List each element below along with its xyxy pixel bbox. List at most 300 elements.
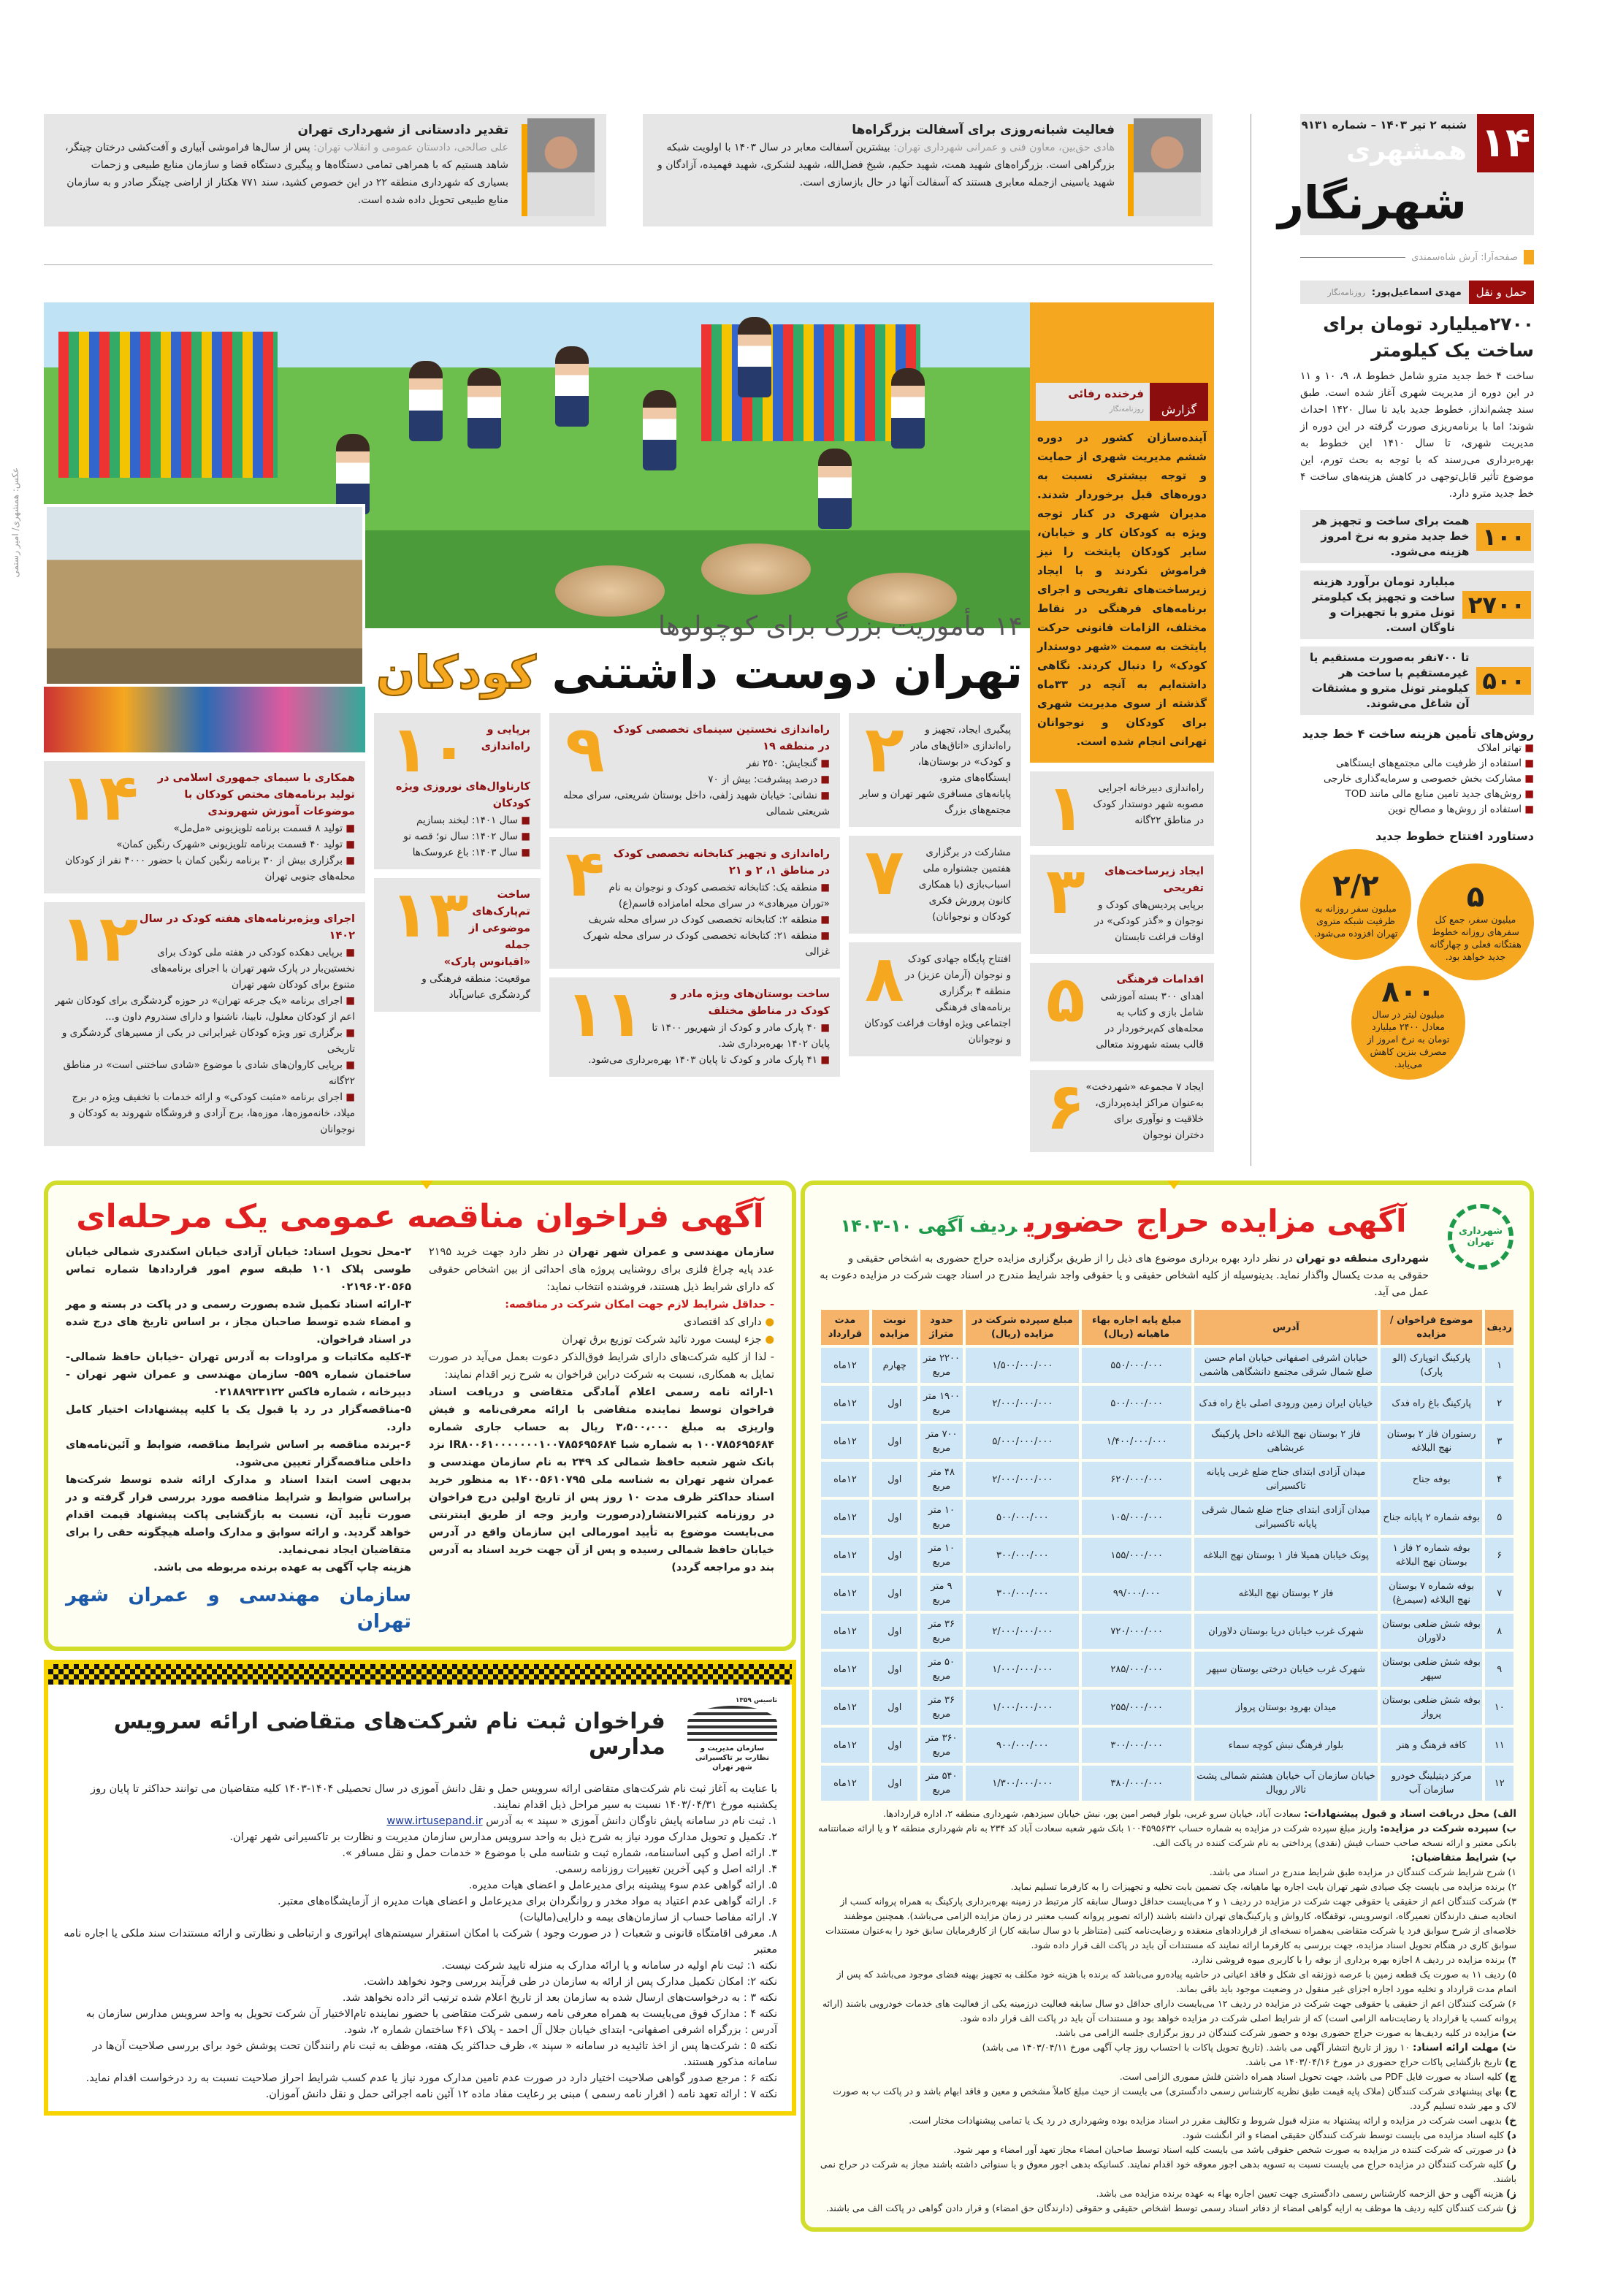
ad-ref: ردیف آگهی ۱۰-۱۴۰۳ — [840, 1216, 1018, 1236]
table-cell: اول — [872, 1386, 917, 1421]
stat-list — [1300, 510, 1534, 715]
layout-credit-text: صفحه‌آرا: آرش شاه‌سمندی — [1411, 251, 1518, 263]
table-cell: ۱ — [1485, 1348, 1514, 1383]
table-cell: میدان بهرود بوستان پرواز — [1194, 1690, 1378, 1725]
table-cell: میدان آزادی ابتدای جناح ضلع شمال شرقی پایانه تاکسیرانی — [1194, 1500, 1378, 1535]
table-cell: ۳۰۰/۰۰۰/۰۰۰ — [1082, 1728, 1191, 1763]
table-cell: ۲ — [1485, 1386, 1514, 1421]
stat-number: ۵۰۰ — [1476, 667, 1531, 695]
mission-column — [374, 713, 541, 1012]
section-bar — [1300, 281, 1534, 304]
municipality-seal-icon: شهرداری تهران — [1448, 1204, 1514, 1270]
mission-item: ■ سال ۱۴۰۱: لبخند بسازیم — [384, 812, 530, 828]
table-cell: ۵۰ متر مربع — [920, 1652, 963, 1687]
table-cell: ۴ — [1485, 1462, 1514, 1497]
headline — [376, 646, 1023, 700]
term-label: الف) محل دریافت اسناد و قبول پیشنهادات: — [1304, 1808, 1516, 1820]
mission-item: ■ منطقه یک: کتابخانه تخصصی کودک و نوجوان به نام «توران میرهادی» در سرای محله امامزاده قاسم(ع) — [560, 880, 830, 912]
table-cell: ۱/۵۰۰/۰۰۰/۰۰۰ — [966, 1348, 1079, 1383]
mission-body: مشارکت در برگزاری هفتمین جشنواره ملی اسباب‌بازی (با همکاری کانون پرورش فکری کودکان و نوجوانان) — [918, 847, 1011, 923]
portrait-photo — [1128, 124, 1198, 216]
table-cell: مرکز دیتیلینگ خودرو سازمان آب — [1381, 1766, 1483, 1801]
mission-number: ۸ — [865, 942, 904, 1016]
paper-name: همشهری — [1346, 136, 1467, 166]
section-logo: شهرنگار — [1278, 176, 1467, 229]
table-cell: ۶ — [1485, 1538, 1514, 1573]
table-row — [821, 1766, 1514, 1801]
table-cell: ۱۹۰۰ متر مربع — [920, 1386, 963, 1421]
portrait-photo — [522, 124, 592, 216]
table-cell: ۵/۰۰۰/۰۰۰/۰۰۰ — [966, 1424, 1079, 1459]
mission-box-7 — [849, 836, 1021, 934]
mission-items — [384, 812, 530, 861]
ad-step: نکته ۵ : شرکت‌ها پس از اخذ تائیدیه در سامانه « سپند »، ظرف حداکثر یک هفته، موظف به ثبت نام رانندگان تحت پوشش خود برای بررسی صلاحیت آن‌ها در سامانه مذکور هستند. — [92, 2040, 777, 2068]
mission-title: ساخت تم‌پارک‌های موضوعی از جمله «اقیانوس پارک» — [443, 889, 530, 968]
mission-item: ■ گنجایش: ۲۵۰ نفر — [560, 755, 830, 771]
funding-item: ■ تهاتر املاک — [1300, 741, 1534, 756]
table-cell: ۱۲ماه — [821, 1424, 869, 1459]
headline-accent: کودکان — [375, 646, 536, 699]
table-cell: اول — [872, 1462, 917, 1497]
mission-box-8 — [849, 942, 1021, 1056]
ad-step: ۷. ارائه مفاصا حساب از سازمان‌های بیمه و دارایی(مالیات) — [519, 1912, 777, 1923]
table-cell: ۲۸۵/۰۰۰/۰۰۰ — [1082, 1652, 1191, 1687]
ad-step: نکته ۶ : مرجع صدور گواهی صلاحیت اختیار دارد در صورت عدم تامین مدارک مورد نیاز یا عدم کسب شرایط احراز صلاحیت نسبت به رد درخواست اقدام نماید. — [85, 2072, 777, 2084]
table-row — [821, 1728, 1514, 1763]
table-row — [821, 1538, 1514, 1573]
ad-org: سازمان مهندسی و عمران شهر تهران — [568, 1246, 774, 1258]
mission-column — [44, 761, 365, 1146]
mission-title: اقدامات فرهنگی — [1116, 974, 1204, 985]
table-row — [821, 1424, 1514, 1459]
ad-item: ۲-محل تحویل اسناد: خیابان آزادی خیابان اسکندری شمالی خیابان طوسی پلاک ۱۰۱ طبقه سوم امور قراردادها شماره تماس ۰۲۱۹۶۰۲۰۵۶۵ — [66, 1246, 412, 1293]
term-text: تاریخ بازگشایی پاکات حراج حضوری در مورخ ۱۴۰۳/۰۴/۱۶ می باشد. — [1245, 2056, 1505, 2067]
registration-link[interactable]: www.irtusepand.ir — [386, 1815, 483, 1827]
table-cell: بوفه شماره ۲ پایانه جناح — [1381, 1500, 1483, 1535]
column-header: حدود متراژ — [920, 1310, 963, 1345]
founded: تاسیس ۱۳۵۹ — [735, 1697, 777, 1704]
ad-note: بدیهی است ابتدا اسناد و مدارک ارائه شده توسط شرکت‌ها براساس ضوابط و شرایط مناقصه مورد بررسی قرار گرفته و در صورت تأیید آن، نسبت به بازگشایی پاکت پیشنهاد قیمت اقدام خواهد گردید. و ارائه سوابق و مدارک واصله هیچگونه حقی را برای متقاضیان ایجاد نمی‌نماید. — [66, 1474, 411, 1556]
page-number: ۱۴ — [1477, 114, 1534, 172]
mission-number: ۱۱ — [565, 977, 644, 1051]
stat-circle — [1300, 849, 1411, 960]
mission-column — [849, 713, 1021, 1056]
table-cell: ۳۸۰/۰۰۰/۰۰۰ — [1082, 1766, 1191, 1801]
table-cell: ۱۲ماه — [821, 1652, 869, 1687]
column-header: مبلغ پایه اجاره بهاء ماهیانه (ریال) — [1082, 1310, 1191, 1345]
table-cell: ۱۲ماه — [821, 1614, 869, 1649]
term-label: ذ) — [1506, 2144, 1516, 2156]
table-cell: ۱۲ماه — [821, 1538, 869, 1573]
table-cell: اول — [872, 1652, 917, 1687]
term — [818, 2157, 1516, 2186]
ad-cost: هزینه چاپ آگهی به عهده برنده مربوطه می باشد. — [153, 1562, 411, 1574]
table-cell: ۹۹/۰۰۰/۰۰۰ — [1082, 1576, 1191, 1611]
mission-box-5 — [1030, 963, 1214, 1061]
mission-item: ■ سال ۱۴۰۲: سال نو؛ قصه نو — [384, 828, 530, 844]
term — [818, 2143, 1516, 2157]
table-cell: ۳۶ متر مربع — [920, 1690, 963, 1725]
table-cell: ۹ — [1485, 1652, 1514, 1687]
layout-credit — [1300, 250, 1534, 264]
ad-org: شهرداری منطقه دو تهران — [1296, 1253, 1429, 1265]
mission-item: ■ منطقه ۲: کتابخانه تخصصی کودک در سرای محله شریف — [560, 912, 830, 928]
table-cell: ۱/۰۰۰/۰۰۰/۰۰۰ — [966, 1652, 1079, 1687]
circle-number: ۵ — [1466, 880, 1485, 914]
term — [818, 1967, 1516, 1996]
mission-item: ■ منطقه ۲۱: کتابخانه تخصصی کودک در سرای محله شهرک غزالی — [560, 928, 830, 960]
term-text: ۲) برنده مزایده می بایست چک صیادی شهر تهران بابت اجاره بها ماهیانه، چک تضمین بابت تخلیه و تجهیزات را به کارفرما تسلیم نماید. — [1010, 1881, 1516, 1892]
mission-body: پیگیری ایجاد، تجهیز و راه‌اندازی «اتاق‌های مادر و کودک» در بوستان‌ها، ایستگاه‌های مترو، پایانه‌های مسافری شهر تهران و سایر مجتمع‌های بزرگ — [859, 724, 1011, 816]
pavilion-photo — [44, 504, 365, 687]
table-cell: ۹ متر مربع — [920, 1576, 963, 1611]
table-cell: ۱/۳۰۰/۰۰۰/۰۰۰ — [966, 1766, 1079, 1801]
funding-item: ■ استفاده از ظرفیت مالی مجتمع‌های ایستگاهی — [1300, 756, 1534, 771]
table-row — [821, 1614, 1514, 1649]
mission-item: ■ ۴۱ پارک مادر و کودک تا پایان ۱۴۰۳ بهره‌برداری می‌شود. — [560, 1052, 830, 1068]
tender-ad: آگهی فراخوان مناقصه عمومی یک مرحله‌ای سازمان مهندسی و عمران شهر تهران در نظر دارد جهت خرید ۲۱۹۵ عدد پایه چراغ فلزی برای روشنایی پروژه های احداثی از بین اشخاص حقوقی که دارای شرایط ذیل هستند، فروشنده انتخاب نماید: - حداقل شرایط لازم جهت امکان شرکت در مناقصه: ● دارای کد اقتصادی ● جزء لیست مورد تائید شرکت توزیع برق تهران - لذا از کلیه شرکت‌های دارای شرایط فوق‌الذکر دعوت بعمل می‌آید در صورت تمایل به همکاری، نسبت به شرکت دراین فراخوان به شرح زیر اقدام نمایند: ۱-ارائه نامه رسمی اعلام آمادگی متقاضی و دریافت اسناد فراخوان توسط نماینده متقاضی با ارائه معرفی‌نامه و فیش واریزی به مبلغ ۳،۵۰۰،۰۰۰ ریال به حساب جاری شماره ۱۰۰۷۸۵۶۹۵۶۸۴ به شماره شبا IR۸۰۰۶۱۰۰۰۰۰۰۰۱۰۰۷۸۵۶۹۵۶۸۴ نزد بانک شهر شعبه حافظ شمالی کد ۲۴۹ به نام سازمان مهندسی و عمران شهر تهران به شناسه ملی ۱۴۰۰۵۶۱۰۷۹۵ به منظور خرید اسناد حداکثر ظرف مدت ۱۰ روز پس از تاریخ اولین درج فراخوان در روزنامه کثیرالانتشار(درصورت واریز وجه از طریق اینترنتی می‌بایست موضوع به تأیید امورمالی این سازمان واقع در آدرس خیابان حافظ شمالی رسیده و پس از آن جهت خرید اسناد به آدرس بند دو مراجعه گردد) ۲-محل تحویل اسناد: خیابان آزادی خیابان اسکندری شمالی خیابان طوسی پلاک ۱۰۱ طبقه سوم امور قراردادها شماره تماس ۰۲۱۹۶۰۲۰۵۶۵ ۳-ارائه اسناد تکمیل شده بصورت رسمی و در پاکت در بسته و مهر و امضاء شده توسط صاحبان مجاز ، بر اساس تاریخ های درج شده در اسناد فراخوان. ۴-کلیه مکاتبات و مراودات به آدرس تهران -خیابان حافظ شمالی- ساختمان شماره ۵۵۹- سازمان مهندسی و عمران شهر تهران - دبیرخانه ، شماره فاکس ۰۲۱۸۸۹۲۳۱۲۲ ۵-مناقصه‌گزار در رد یا قبول یک یا کلیه پیشنهادات اختیار کامل دارد. ۶-برنده مناقصه بر اساس شرایط مناقصه، ضوابط و آئین‌نامه‌های داخلی مناقصه‌گزار تعیین می‌شود. بدیهی است ابتدا اسناد و مدارک ارائه شده توسط شرکت‌ها براساس ضوابط و شرایط مناقصه مورد بررسی قرار گرفته و در صورت تأیید آن، نسبت به بازگشایی پاکت پیشنهاد قیمت اقدام خواهد گردید. و ارائه سوابق و مدارک واصله هیچگونه حقی را برای متقاضیان ایجاد نمی‌نماید. هزینه چاپ آگهی به عهده برنده مربوطه می باشد. سازمان مهندسی و عمران شهر تهران — [44, 1181, 796, 1651]
ad-title — [818, 1201, 1429, 1246]
mission-box-11 — [549, 977, 840, 1077]
mission-number: ۱ — [1046, 771, 1085, 845]
mission-title: همکاری با سیمای جمهوری اسلامی در تولید برنامه‌های مختص کودکان با موضوعات آموزش شهروندی — [157, 772, 355, 817]
news-lead: هادی حق‌بین، معاون فنی و عمرانی شهرداری تهران: — [893, 142, 1115, 153]
table-cell: ۲/۰۰۰/۰۰۰/۰۰۰ — [966, 1614, 1079, 1649]
mission-number: ۶ — [1046, 1070, 1085, 1144]
table-cell: ۱/۰۰۰/۰۰۰/۰۰۰ — [966, 1690, 1079, 1725]
auction-table — [818, 1307, 1516, 1804]
tag-icon — [1524, 250, 1534, 264]
ad-step: ۱. ثبت نام در سامانه پایش ناوگان دانش آموزی « سپند » به آدرس — [482, 1815, 777, 1827]
mission-number: ۵ — [1046, 963, 1085, 1037]
mission-box-9 — [549, 713, 840, 828]
circle-text: میلیون سفر، جمع کل سفرهای روزانه خطوط هفتگانه فعلی و چهارگانه جدید خواهد بود. — [1429, 914, 1522, 962]
table-cell: اول — [872, 1766, 917, 1801]
table-cell: بوفه شماره ۲ فاز ۱ بوستان نهج البلاغه — [1381, 1538, 1483, 1573]
achievement-circles — [1300, 849, 1534, 1080]
table-cell: ۱۱ — [1485, 1728, 1514, 1763]
news-brief-asphalt — [643, 114, 1213, 226]
table-cell: فاز ۲ بوستان نهج البلاغه داخل پارکینگ عربشاهی — [1194, 1424, 1378, 1459]
table-row — [821, 1462, 1514, 1497]
mission-item: ■ برگزاری تور ویژه کودکان غیرایرانی در یکی از مسیرهای گردشگری و تاریخی — [54, 1025, 355, 1057]
table-cell: ۶۲۰/۰۰۰/۰۰۰ — [1082, 1462, 1191, 1497]
mission-box-3 — [1030, 855, 1214, 954]
table-cell: ۹۰۰/۰۰۰/۰۰۰ — [966, 1728, 1079, 1763]
mission-item: ■ برپایی کاروان‌های شادی با موضوع «شادی ساختنی است» در مناطق ۲۲گانه — [54, 1057, 355, 1089]
report-author-role: روزنامه‌نگار — [1109, 405, 1144, 413]
mission-box-12 — [44, 902, 365, 1146]
term — [818, 2128, 1516, 2143]
term — [818, 1850, 1516, 1865]
news-title: فعالیت شبانه‌روزی برای آسفالت بزرگراه‌ها — [852, 123, 1115, 137]
funding-item: ■ مشارکت بخش خصوصی و سرمایه‌گذاری خارجی — [1300, 771, 1534, 787]
table-cell: ۱۲ماه — [821, 1348, 869, 1383]
table-cell: خیابان اشرفی اصفهانی خیابان امام حسن ضلع شمال شرقی مجتمع دانشگاهی هاشمی — [1194, 1348, 1378, 1383]
term-label: ژ) — [1506, 2202, 1516, 2214]
term-label: ث) مهلت ارائه اسناد: — [1412, 2042, 1516, 2053]
ad-item: ۱-ارائه نامه رسمی اعلام آمادگی متقاضی و دریافت اسناد فراخوان توسط نماینده متقاضی با ارائه معرفی‌نامه و فیش واریزی به مبلغ ۳،۵۰۰،۰۰۰ ریال به حساب جاری شماره ۱۰۰۷۸۵۶۹۵۶۸۴ به شماره شبا IR۸۰۰۶۱۰۰۰۰۰۰۰۱۰۰۷۸۵۶۹۵۶۸۴ نزد بانک شهر شعبه حافظ شمالی کد ۲۴۹ به نام سازمان مهندسی و عمران شهر تهران به شناسه ملی ۱۴۰۰۵۶۱۰۷۹۵ به منظور خرید اسناد حداکثر ظرف مدت ۱۰ روز پس از تاریخ اولین درج فراخوان در روزنامه کثیرالانتشار(درصورت واریز وجه از طریق اینترنتی می‌بایست موضوع به تأیید امورمالی این سازمان واقع در آدرس خیابان حافظ شمالی رسیده و پس از آن جهت خرید اسناد به آدرس بند دو مراجعه گردد) — [429, 1387, 774, 1574]
term — [818, 1996, 1516, 2026]
table-cell: اول — [872, 1424, 917, 1459]
term — [818, 1821, 1516, 1850]
mission-body: موقعیت: منطقه فرهنگی و گردشگری عباس‌آباد — [421, 973, 530, 1001]
stat-circle — [1417, 863, 1534, 980]
news-title: تقدیر دادستانی از شهرداری تهران — [297, 123, 508, 137]
table-cell: ۷ — [1485, 1576, 1514, 1611]
ad-item: ۳-ارائه اسناد تکمیل شده بصورت رسمی و در پاکت در بسته و مهر و امضاء شده توسط صاحبان مجاز ، بر اساس تاریخ های درج شده در اسناد فراخوان. — [66, 1299, 411, 1346]
ad-title: آگهی فراخوان مناقصه عمومی یک مرحله‌ای — [76, 1198, 764, 1235]
report-byline — [1036, 383, 1208, 421]
table-cell: شهرک غرب خیابان دریا بوستان دلاوران — [1194, 1614, 1378, 1649]
term — [818, 2040, 1516, 2055]
news-body: بیشترین آسفالت معابر در سال ۱۴۰۳ با اولویت شبکه بزرگراهی است. بزرگراه‌های شهید همت، شهید حکیم، شیخ فضل‌الله، شهید لشکری، شهید فهمیده، آزادگان و شهید یاسینی ازجمله معابری هستند که آسفالت آنها در حال بازسازی است. — [657, 142, 1115, 188]
table-cell: اول — [872, 1538, 917, 1573]
mission-box-14 — [44, 761, 365, 893]
table-cell: ۷۰۰ متر مربع — [920, 1424, 963, 1459]
table-cell: پونک خیابان همیلا فاز ۱ بوستان نهج البلاغه — [1194, 1538, 1378, 1573]
ad-step: ۵. ارائه گواهی عدم سوء پیشینه برای مدیرعامل و اعضای هیات مدیره. — [468, 1880, 777, 1891]
ad-title-text: آگهی مزایده حراج حضوری — [1024, 1203, 1407, 1239]
divider — [44, 264, 1213, 265]
table-cell: میدان آزادی ابتدای جناح ضلع غربی پایانه تاکسیرانی — [1194, 1462, 1378, 1497]
ad-step: نکته ۲: امکان تکمیل مدارک پس از ارائه به سازمان در طی فرآیند بررسی وجود نخواهد داشت. — [363, 1976, 777, 1988]
headline-main: تهران دوست داشتنی — [535, 646, 1023, 699]
table-row — [821, 1500, 1514, 1535]
table-cell: چهارم — [872, 1348, 917, 1383]
term-label: ح) — [1505, 2086, 1516, 2097]
mission-item: ■ نشانی: خیابان شهید زلفی، داخل بوستان شریعتی، سرای محله شریعتی شمالی — [560, 787, 830, 820]
stat-number: ۱۰۰ — [1476, 523, 1531, 551]
stat-circle — [1351, 966, 1465, 1080]
stat-box — [1300, 571, 1534, 639]
term-text: شرکت کنندگان کلیه ردیف ها موظف به ارایه گواهی امضاء از دفاتر اسناد رسمی توسط اشخاص حقیقی و حقوقی (دارندگان حق امضاء) و قرار دادن گواهی در پاکت الف می باشند. — [825, 2202, 1507, 2213]
table-cell: ۵ — [1485, 1500, 1514, 1535]
report-lead: آینده‌سازان کشور در دوره ششم مدیریت شهری از حمایت و توجه بیشتری نسبت به دوره‌های قبل برخوردار شدند. مدیران شهری در کنار توجه ویژه به کودکان کار و خیابان، سایر کودکان پایتخت را نیز فراموش نکردند و با ایجاد زیرساخت‌های تفریحی و اجرای برنامه‌های فرهنگی در نقاط مختلف، الزامات قانونی حرکت پایتخت به سمت «شهر دوستدار کودک» را دنبال کردند. نگاهی داشته‌ایم به آنچه در ۳۳ماه گذشته از سوی مدیریت شهری برای کودکان و نوجوانان تهرانی انجام شده است. — [1037, 431, 1207, 748]
table-cell: ۲/۰۰۰/۰۰۰/۰۰۰ — [966, 1462, 1079, 1497]
mission-title: راه‌اندازی نخستین سینمای تخصصی کودک در منطقه ۱۹ — [613, 724, 830, 752]
table-cell: بوفه شش ضلعی بوستان سپهر — [1381, 1652, 1483, 1687]
author-name: مهدی اسماعیل‌پور — [1375, 286, 1462, 298]
mission-number: ۷ — [865, 836, 904, 909]
column-header: مبلغ سپرده شرکت در مزایده (ریال) — [966, 1310, 1079, 1345]
circle-text: میلیون سفر روزانه به ظرفیت شبکه متروی تهران افزوده می‌شود. — [1313, 902, 1398, 939]
table-cell: شهرک غرب خیابان درختی بوستان سپهر — [1194, 1652, 1378, 1687]
table-cell: ۱۲ماه — [821, 1386, 869, 1421]
table-row — [821, 1348, 1514, 1383]
table-cell: بوفه جناح — [1381, 1462, 1483, 1497]
table-cell: اول — [872, 1614, 917, 1649]
table-cell: ۱۰ متر مربع — [920, 1500, 963, 1535]
ad-body — [63, 1781, 777, 2102]
term-label: ر) — [1506, 2159, 1516, 2170]
mission-body: افتتاح پایگاه جهادی کودک و نوجوان (آرمان عزیز) در منطقه ۴ برگزاری برنامه‌های فرهنگی اجتماعی ویژه اوقات فراغت کودکان و نوجوانان — [864, 953, 1011, 1045]
mission-item: ■ درصد پیشرفت: بیش از ۷۰ — [560, 771, 830, 787]
mission-column — [549, 713, 840, 1077]
circle-text: میلیون لیتر در سال معادل ۲۴۰۰ میلیارد تومان به نرخ امروز از مصرف بنزین کاهش می‌یابد. — [1367, 1008, 1450, 1069]
table-cell: ۵۰۰/۰۰۰/۰۰۰ — [1082, 1386, 1191, 1421]
table-cell: ۳۰۰/۰۰۰/۰۰۰ — [966, 1576, 1079, 1611]
mission-box-13 — [374, 878, 541, 1012]
masthead — [1278, 114, 1534, 235]
term — [818, 2186, 1516, 2201]
mission-body: راه‌اندازی دبیرخانه اجرایی مصوبه شهر دوستدار کودک در مناطق ۲۲گانه — [1093, 782, 1204, 826]
mission-item: ■ برپایی دهکده کودکی در هفته ملی کودک برای نخستین‌بار در پارک شهر تهران با اجرای برنامه‌های متنوع برای کودکان شهر تهران — [54, 945, 355, 993]
report-kicker: گزارش — [1150, 383, 1208, 421]
funding-list — [1300, 741, 1534, 817]
mission-box-1 — [1030, 771, 1214, 846]
photo-credit: عکس: همشهری/ امیر رستمی — [10, 468, 20, 578]
table-cell: ۱۲ماه — [821, 1576, 869, 1611]
ad-step: نکته ۱: ثبت نام اولیه در سامانه و یا ارائه مدارک به منزله تایید شرکت نیست. — [441, 1960, 777, 1972]
table-cell: بوفه شش ضلعی بوستان دلاوران — [1381, 1614, 1483, 1649]
funding-item: ■ روش‌های جدید تامین منابع مالی مانند TOD — [1300, 787, 1534, 802]
table-cell: ۱۰ — [1485, 1690, 1514, 1725]
table-cell: ۳۰۰/۰۰۰/۰۰۰ — [966, 1538, 1079, 1573]
mission-body: ایجاد ۷ مجموعه «شهردخت» به‌عنوان مراکز ایده‌پردازی، خلاقیت و نوآوری برای دختران نوجوان — [1085, 1081, 1204, 1141]
ad-signature: سازمان مهندسی و عمران شهر تهران — [66, 1584, 411, 1633]
report-lead-box — [1030, 302, 1214, 763]
term-label: پ) شرایط متقاضیان: — [1411, 1852, 1516, 1864]
table-cell: اول — [872, 1728, 917, 1763]
term-text: ۱) شرح شرایط شرکت کنندگان در مزایده طبق شرایط مندرج در اسناد می باشد. — [1209, 1866, 1516, 1877]
table-cell: ۱۲ — [1485, 1766, 1514, 1801]
term-text: کلیه اسناد مزایده می بایست توسط شرکت کنندگان حقیقی امضاء و اثر انگشت شود. — [1182, 2129, 1507, 2140]
funding-title: روش‌های تأمین هزینه ساخت ۴ خط جدید — [1302, 727, 1534, 741]
mission-box-10 — [374, 713, 541, 869]
ad-step: نکته ۴ : مدارک فوق می‌بایست به همراه معرفی نامه رسمی شرکت متقاضی با حضور نماینده تام‌الاختیار آن شرکت تحویل به واحد سرویس مدارس سازمان به آدرس : بزرگراه اشرفی اصفهانی- ابتدای خیابان جلال آل احمد - پلاک ۴۶۱ ساختمان شماره ۲، شود. — [85, 2008, 777, 2036]
headline-subtitle: ۱۴ مأموریت بزرگ برای کوچولوها — [658, 611, 1023, 641]
ad-title: فراخوان ثبت نام شرکت‌های متقاضی ارائه سرویس مدارس — [113, 1709, 665, 1760]
ad-step: نکته ۷ : ارائه تعهد نامه ( اقرار نامه رسمی ) مبنی بر رعایت مفاد ماده ۱۲ آئین نامه اجرائی حمل و نقل دانش آموزان. — [265, 2089, 777, 2100]
term-label: ج) — [1505, 2056, 1516, 2068]
term-label: د) — [1506, 2129, 1516, 2141]
table-cell: ۱۲ماه — [821, 1728, 869, 1763]
mission-number: ۱۲ — [60, 902, 139, 976]
ad-item: ۶-برنده مناقصه بر اساس شرایط مناقصه، ضوابط و آئین‌نامه‌های داخلی مناقصه‌گزار تعیین می‌شود. — [66, 1439, 411, 1468]
funding-item: ■ استفاده از روش‌ها و مصالح نوین — [1300, 802, 1534, 817]
term-text: سعادت آباد، خیابان سرو غربی، بلوار قیصر امین پور، نبش خیابان سیزدهم، شهرداری منطقه ۲، اداره قراردادها. — [882, 1808, 1305, 1819]
table-cell: ۷۲۰/۰۰۰/۰۰۰ — [1082, 1614, 1191, 1649]
table-cell: کافه فرهنگ و هنر — [1381, 1728, 1483, 1763]
right-column — [1278, 114, 1535, 1080]
term-text: ۳) شرکت کنندگان اعم از حقیقی یا حقوقی جهت شرکت در مزایده در ردیف ۱ و ۲ می‌بایست حداقل دوسال سابقه کار مرتبط در زمینه بهره‌برداری پارکینگ به همراه پروانه کسب از اتحادیه صنف دارندگان تعمیرگاه، اتوسرویس، توقفگاه، کارواش و پارکینگ‌های تهران داشته باشند (ارائه تصویر پروانه کسب معتبر در زمان مزایده الزامی می‌باشد). همچنین موظفند خلاصه‌ای از شرح سوابق فرد یا شرکت متقاضی به‌همراه نسخه‌ای از قراردادهای منعقده و رضایت‌نامه کتبی (متناظر با دو سال سابقه کار) از کارفرمایان سابق خود را به‌عنوان مستندات سوابق کاری در هنگام تحویل اسناد مزایده، جهت بررسی به کارفرما ارائه نمایند که مستندات آن باید در پاکت الف قرار داده شود. — [825, 1896, 1516, 1950]
report-author: فرخنده رفائی — [1068, 387, 1144, 400]
table-cell: ۵۴۰ متر مربع — [920, 1766, 963, 1801]
term-label: ز) — [1506, 2188, 1516, 2200]
ad-step: ۲. تکمیل و تحویل مدارک مورد نیاز به شرح ذیل به واحد سرویس مدارس سازمان مدیریت و نظارت بر تاکسیرانی شهر تهران. — [229, 1831, 777, 1843]
table-cell: ۲۲۰۰ متر مربع — [920, 1348, 963, 1383]
auction-ad — [801, 1181, 1534, 2232]
column-header: آدرس — [1194, 1310, 1378, 1345]
table-cell: ۱/۴۰۰/۰۰۰/۰۰۰ — [1082, 1424, 1191, 1459]
org-name: سازمان مدیریت و نظارت بر تاکسیرانی شهر تهران — [695, 1744, 769, 1771]
author-role: روزنامه‌نگار — [1327, 287, 1366, 297]
mission-number: ۱۰ — [390, 713, 469, 787]
ad-item: ۵-مناقصه‌گزار در رد یا قبول یک یا کلیه پیشنهادات اختیار کامل دارد. — [66, 1404, 411, 1433]
auction-terms — [818, 1807, 1516, 2216]
term-label: چ) — [1505, 2071, 1516, 2083]
stat-text: میلیارد تومان برآورد هزینه ساخت و تجهیز یک کیلومتر تونل مترو با تجهیزات و ناوگان است. — [1312, 575, 1455, 634]
mission-box-4 — [549, 837, 840, 969]
term — [818, 2026, 1516, 2040]
mission-column — [1030, 771, 1214, 1152]
news-lead: علی صالحی، دادستان عمومی و انقلاب تهران: — [313, 142, 508, 153]
ad-step: نکته ۳ : به درخواست‌های ارسال شده به سازمان بعد از تاریخ اعلام شده ترتیب اثر داده نخواهد شد. — [342, 1992, 777, 2004]
ad-invite: - لذا از کلیه شرکت‌های دارای شرایط فوق‌الذکر دعوت بعمل می‌آید در صورت تمایل به همکاری، نسبت به شرکت دراین فراخوان به شرح زیر اقدام نمایند: — [429, 1351, 774, 1381]
article-title: ۲۷۰۰میلیارد تومان برای ساخت یک کیلومتر — [1323, 313, 1534, 361]
table-row — [821, 1386, 1514, 1421]
table-cell: خیابان سازمان آب خیابان هشتم شمالی پشت تالار رویال — [1194, 1766, 1378, 1801]
term — [818, 2201, 1516, 2216]
term — [818, 1807, 1516, 1821]
term-text: ۱۰ روز از تاریخ انتشار آگهی می باشد. (تاریخ تحویل پاکات با احتساب روز چاپ آگهی مورخ ۱۴۰۳/۰۴/۱۱ می باشد) — [982, 2042, 1413, 2053]
stat-box — [1300, 510, 1534, 563]
table-cell: رستوران فاز ۲ بوستان نهج البلاغه — [1381, 1424, 1483, 1459]
term — [818, 1865, 1516, 1880]
circle-number: ۲/۲ — [1332, 869, 1379, 903]
ad-item: ۴-کلیه مکاتبات و مراودات به آدرس تهران -خیابان حافظ شمالی- ساختمان شماره ۵۵۹- سازمان مهندسی و عمران شهر تهران - دبیرخانه ، شماره فاکس ۰۲۱۸۸۹۲۳۱۲۲ — [66, 1351, 411, 1398]
term — [818, 1953, 1516, 1967]
table-row — [821, 1690, 1514, 1725]
conditions-title: - حداقل شرایط لازم جهت امکان شرکت در مناقصه: — [505, 1299, 774, 1311]
table-row — [821, 1652, 1514, 1687]
term-text: در صورتی که شرکت کننده در مزایده به صورت شخص حقوقی باشد می بایست کلیه اسناد توسط صاحبان امضاء مجاز تعهد آور امضاء و مهر شود. — [953, 2144, 1507, 2155]
mission-number: ۳ — [1046, 855, 1085, 928]
term — [818, 1880, 1516, 1894]
table-cell: اول — [872, 1690, 917, 1725]
table-cell: ۱۲ماه — [821, 1500, 869, 1535]
term-text: هزینه آگهی و حق الزحمه کارشناس رسمی دادگستری جهت تعیین اجاره بهاء به عهده برنده مزایده می باشد. — [1096, 2188, 1507, 2199]
table-cell: ۱۲ماه — [821, 1766, 869, 1801]
term-label: ت) — [1502, 2027, 1516, 2039]
ad-intro: در نظر دارد جهت خرید ۲۱۹۵ عدد پایه چراغ فلزی برای روشنایی پروژه های احداثی از بین اشخاص حقوقی که دارای شرایط ذیل هستند، فروشنده انتخاب نماید: — [429, 1246, 774, 1293]
table-cell: بوفه شماره ۷ بوستان نهج البلاغه (سیمرغ) — [1381, 1576, 1483, 1611]
term-text: ۵) ردیف ۱۱ به صورت یک قطعه زمین با عرصه ذوزنقه ای شکل و فاقد اعیانی در حاشیه پیاده‌رو می‌باشد که برنده با هزینه خود مکلف به تجهیز بهینه فضای موجود می‌باشد که پس از اتمام مدت قرارداد و تخلیه مورد اجاره اجزای غیر منقول در وضعیت موجود باید باقی بماند. — [836, 1969, 1516, 1994]
ad-step: ۴. ارائه اصل و کپی آخرین تغییرات روزنامه رسمی. — [554, 1864, 777, 1875]
term — [818, 1894, 1516, 1953]
mission-title: راه‌اندازی و تجهیز کتابخانه تخصصی کودک در مناطق ۱، ۲ و ۲۱ — [613, 848, 830, 877]
mission-item: ■ برگزاری بیش از ۳۰ برنامه رنگین کمان با حضور ۴۰۰۰ نفر از کودکان محله‌های جنوبی تهران — [54, 853, 355, 885]
taxi-checker-band — [48, 1664, 792, 1685]
table-cell: ۴۸ متر مربع — [920, 1462, 963, 1497]
column-header: مدت قرارداد — [821, 1310, 869, 1345]
mission-item: ■ تولید ۴۰ قسمت برنامه تلویزیونی «شهرک رنگین کمان» — [54, 836, 355, 853]
term-text: واریز مبلغ سپرده شرکت در مزایده به شماره حساب ۱۰۰۴۵۹۵۶۳۲ بانک شهر شعبه سعادت آباد کد ۲۳۴ به نام شهرداری منطقه ۲ و یا ارائه ضمانتنامه بانکی معتبر و ارائه نسخه صاحب حساب فیش (نقدی) پرداختی به نام شرکت کننده در پاکت الف. — [817, 1823, 1516, 1848]
table-cell: اول — [872, 1500, 917, 1535]
term-text: مزایده در کلیه ردیف‌ها به صورت حراج حضوری بوده و حضور شرکت کنندگان در روز برگزاری جلسه الزامی می باشد. — [1055, 2027, 1503, 2038]
puppets-photo — [44, 687, 365, 752]
mission-item: ■ اجرای برنامه «مثبت کودکی» و ارائه خدمات با تخفیف ویژه در برج میلاد، خانه‌موزه‌ها، موزه‌ها، برج آزادی و فروشگاه شهروند به کودکان و نوجوانان — [54, 1089, 355, 1137]
term-label: خ) — [1505, 2115, 1516, 2127]
column-header: نوبت مزایده — [872, 1310, 917, 1345]
taxi-org-logo — [687, 1696, 777, 1772]
condition: جزء لیست مورد تائید شرکت توزیع برق تهران — [562, 1334, 762, 1346]
term-text: ۴) برنده مزایده در ردیف ۸ اجازه بهره برداری از بوفه را با کاربری میوه فروشی ندارد. — [1191, 1954, 1516, 1965]
table-row — [821, 1576, 1514, 1611]
mission-item: ■ تولید ۸ قسمت برنامه تلویزیونی «مل‌مل» — [54, 820, 355, 836]
article-body: ساخت ۴ خط جدید مترو شامل خطوط ۸، ۹، ۱۰ و ۱۱ در این دوره از مدیریت شهری آغاز شده است. طبق سند چشم‌انداز، خطوط جدید باید تا سال ۱۴۲۰ احداث شوند؛ اما با برنامه‌ریزی صورت گرفته در این دوره از مدیریت شهری، تا سال ۱۴۱۰ این خطوط به بهره‌برداری می‌رسند که با توجه به بحث تورم، این موضوع تأثیر قابل‌توجهی در کاهش هزینه‌های ساخت ۴ خط جدید مترو دارد. — [1300, 370, 1535, 500]
table-cell: ۳ — [1485, 1424, 1514, 1459]
term — [818, 2055, 1516, 2070]
term-text: کلیه شرکت کنندگان در مزایده حراج می بایست نسبت به تسویه بدهی اجور معوقه خود اقدام نمایند. کسانیکه بدهی اجور معوق و یا سنواتی داشته باشند مجاز به شرکت در حراج نمی باشند. — [820, 2159, 1516, 2184]
dateline: شنبه ۲ تیر ۱۴۰۳ – شماره ۹۱۳۱ — [1301, 118, 1467, 131]
mission-number: ۴ — [565, 837, 605, 911]
author: مهدی اسماعیل‌پور: روزنامه‌نگار — [1327, 286, 1462, 298]
ad-intro: در نظر دارد بهره برداری موضوع های ذیل را از طریق برگزاری مزایده حراج حضوری به اشخاص حقیقی و حقوقی به مدت یکسال واگذار نماید. بدینوسیله از کلیه اشخاص حقیقی و یا حقوقی واجد شرایط مندرج در اسناد جهت شرکت در مزایده دعوت به عمل می آید. — [820, 1253, 1429, 1298]
table-cell: ۱۰۵/۰۰۰/۰۰۰ — [1082, 1500, 1191, 1535]
table-cell: ۵۵۰/۰۰۰/۰۰۰ — [1082, 1348, 1191, 1383]
